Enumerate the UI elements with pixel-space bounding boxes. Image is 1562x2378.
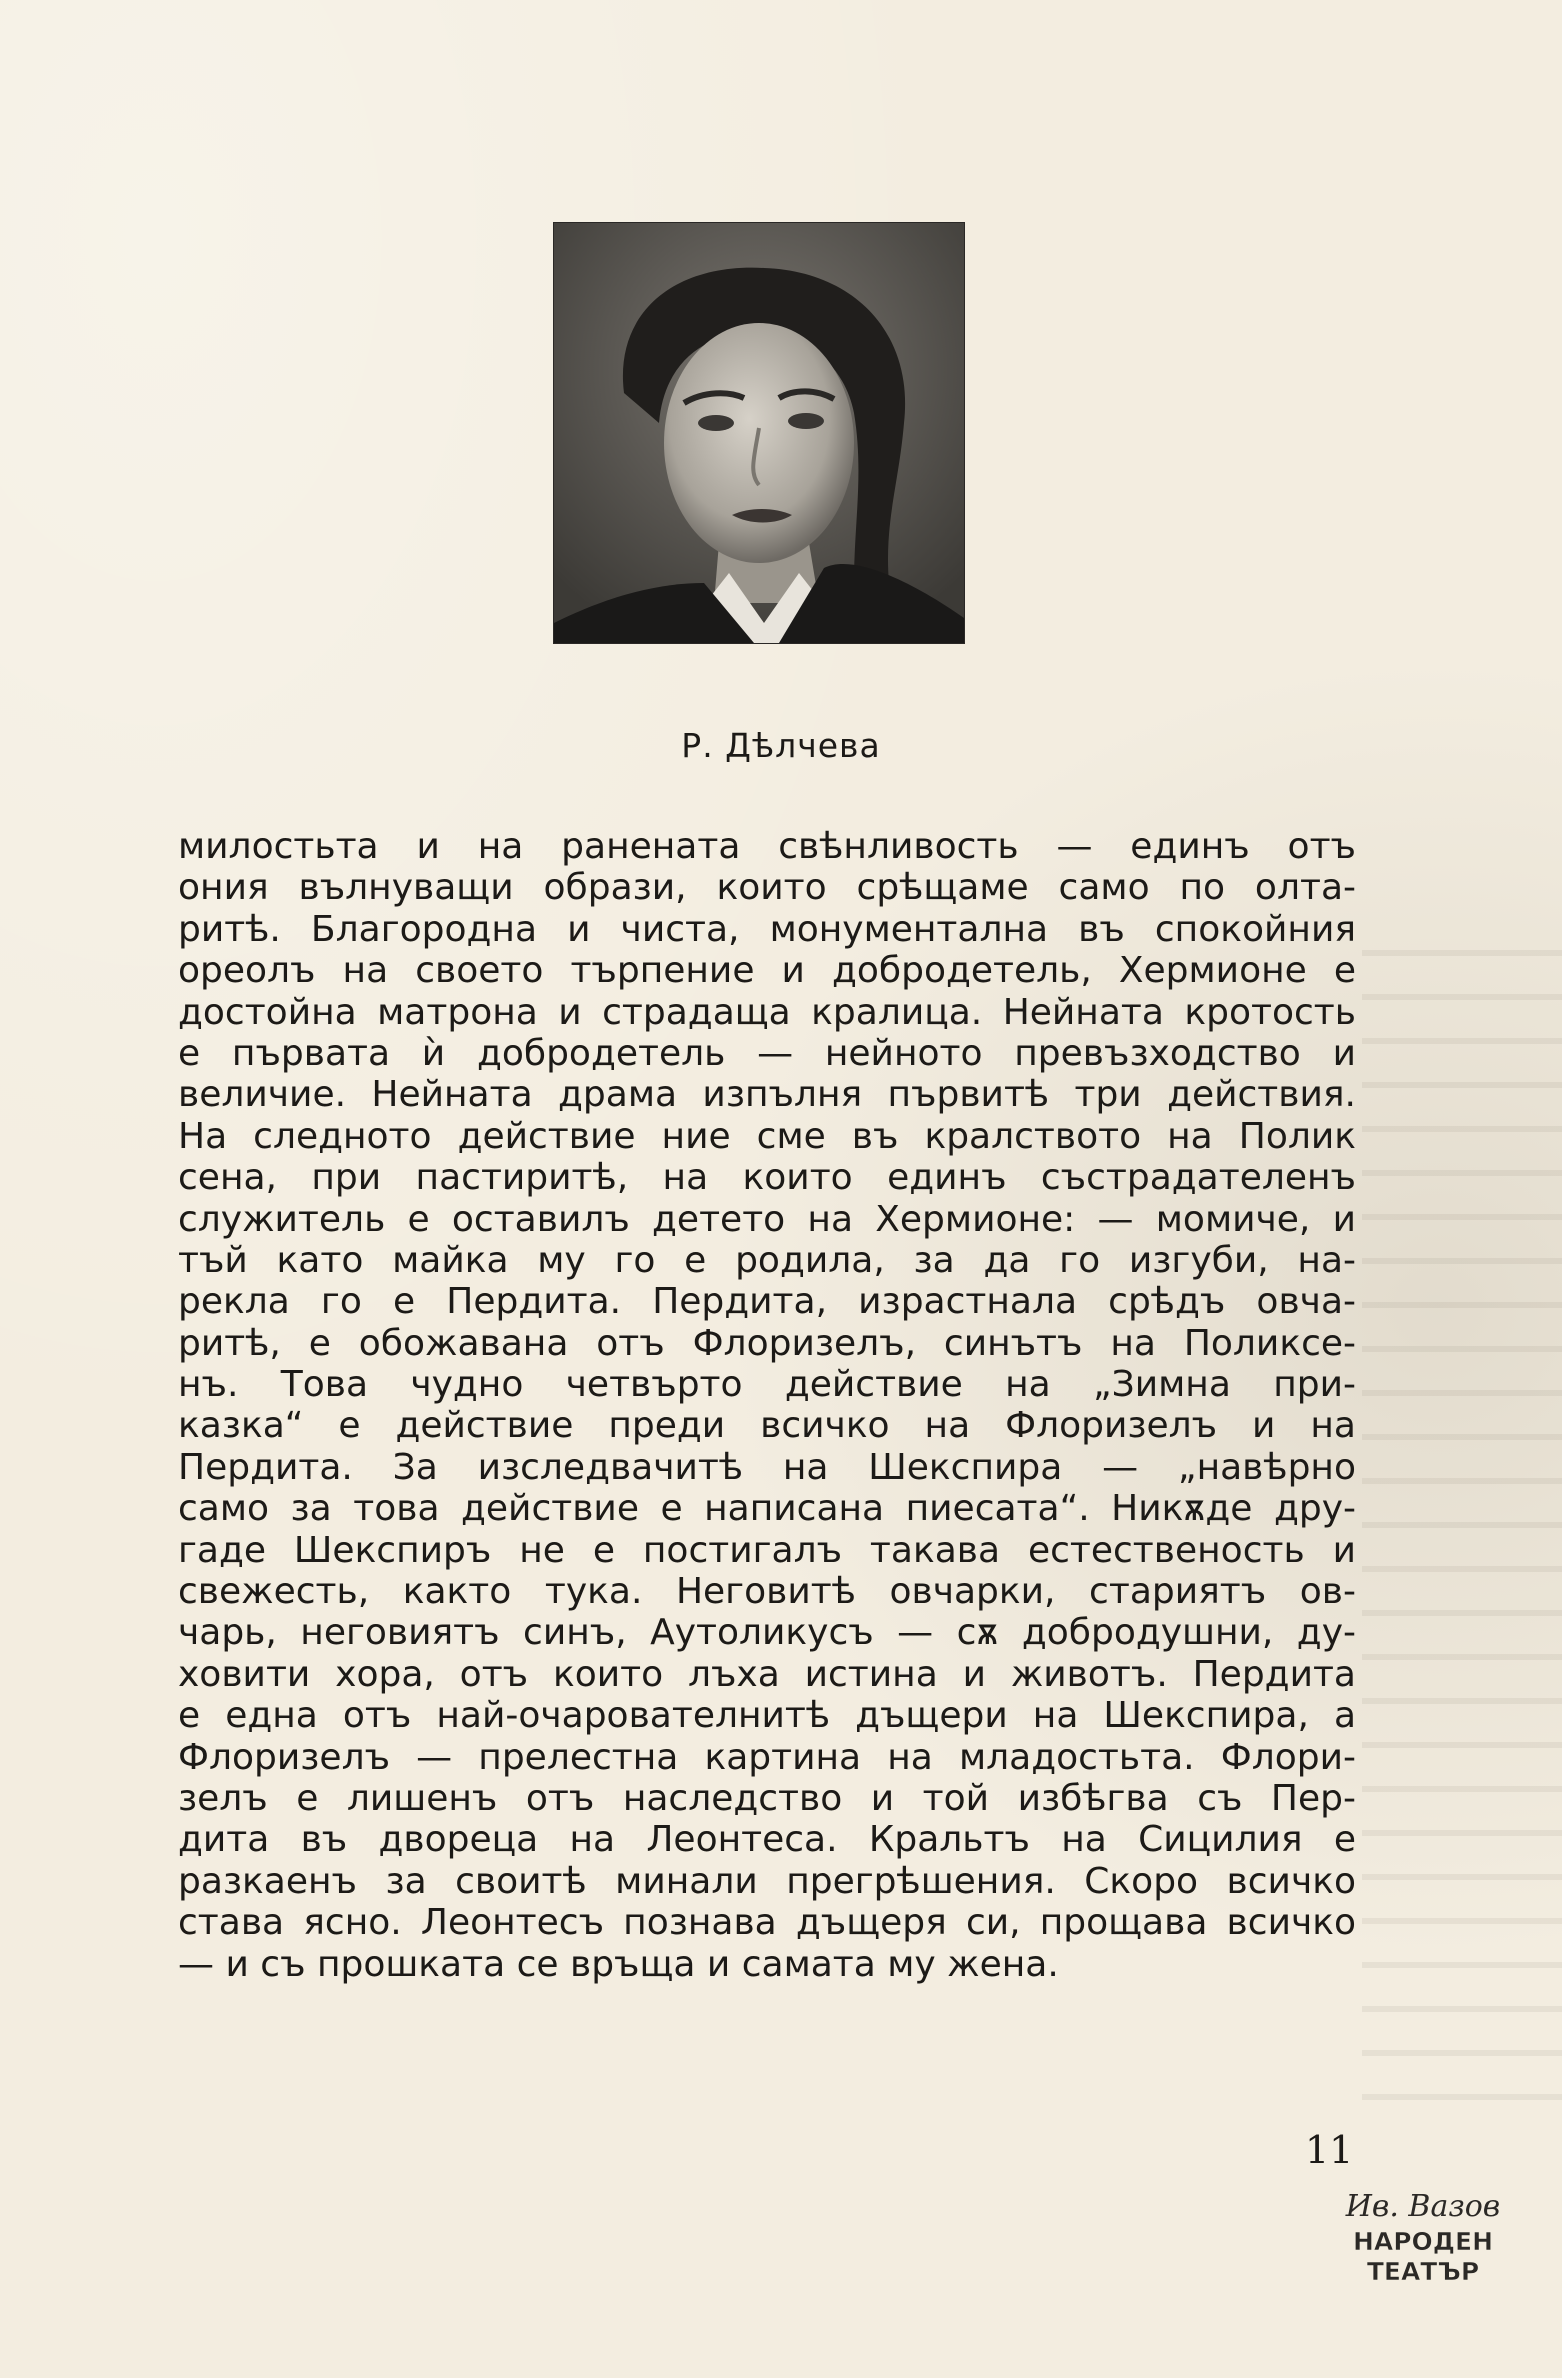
text-line: рекла го е Пердита. Пердита, израстнала срѣдъ овча- bbox=[178, 1281, 1356, 1323]
text-line: ховити хора, отъ които лъха истина и животъ. Пердита bbox=[178, 1653, 1356, 1695]
text-line: ония вълнуващи образи, които срѣщаме само по олта- bbox=[178, 867, 1356, 909]
text-line: величие. Нейната драма изпълня първитѣ три действия. bbox=[178, 1074, 1356, 1116]
text-line: дита въ двореца на Леонтеса. Кральтъ на Сицилия е bbox=[178, 1819, 1356, 1861]
stamp-line-2: ТЕАТЪР bbox=[1366, 2257, 1480, 2286]
bleed-through-texture bbox=[1362, 950, 1562, 2100]
text-line: е първата ѝ добродетель — нейното превъзходство и bbox=[178, 1032, 1356, 1074]
text-line: Пердита. За изследвачитѣ на Шекспира — „навѣрно bbox=[178, 1446, 1356, 1488]
text-line: ореолъ на своето търпение и добродетель, Хермионе е bbox=[178, 950, 1356, 992]
text-line: казка“ е действие преди всичко на Флоризелъ и на bbox=[178, 1405, 1356, 1447]
text-line: ритѣ, е обожавана отъ Флоризелъ, синътъ на Поликсе- bbox=[178, 1322, 1356, 1364]
text-line: разкаенъ за своитѣ минали прегрѣшения. Скоро всичко bbox=[178, 1860, 1356, 1902]
text-line: тъй като майка му го е родила, за да го изгуби, на- bbox=[178, 1239, 1356, 1281]
text-line: сена, при пастиритѣ, на които единъ състрадателенъ bbox=[178, 1157, 1356, 1199]
body-text bbox=[178, 826, 1356, 1985]
text-line: нъ. Това чудно четвърто действие на „Зимна при- bbox=[178, 1364, 1356, 1406]
portrait-photo bbox=[553, 222, 965, 644]
portrait-illustration bbox=[554, 223, 964, 643]
text-line: гаде Шекспиръ не е постигалъ такава естественость и bbox=[178, 1529, 1356, 1571]
text-line: милостьта и на ранената свѣнливость — единъ отъ bbox=[178, 826, 1356, 867]
portrait-caption: Р. Дѣлчева bbox=[681, 726, 881, 765]
text-line: само за това действие е написана пиесата“. Никѫде дру- bbox=[178, 1488, 1356, 1530]
text-line: зелъ е лишенъ отъ наследство и той избѣгва съ Пер- bbox=[178, 1777, 1356, 1819]
text-line: е една отъ най-очарователнитѣ дъщери на Шекспира, а bbox=[178, 1695, 1356, 1737]
text-line: — и съ прошката се връща и самата му жена. bbox=[178, 1943, 1059, 1985]
text-line: служитель е оставилъ детето на Хермионе: — момиче, и bbox=[178, 1198, 1356, 1240]
text-line: свежесть, както тука. Неговитѣ овчарки, стариятъ ов- bbox=[178, 1571, 1356, 1613]
text-line: достойна матрона и страдаща кралица. Нейната кротость bbox=[178, 991, 1356, 1033]
text-line: чарь, неговиятъ синъ, Аутоликусъ — сѫ добродушни, ду- bbox=[178, 1612, 1356, 1654]
text-line: Флоризелъ — прелестна картина на младостьта. Флори- bbox=[178, 1736, 1356, 1778]
text-line: На следното действие ние сме въ кралството на Полик bbox=[178, 1115, 1356, 1157]
stamp-signature: Ив. Вазов bbox=[1345, 2189, 1501, 2224]
page-number: 11 bbox=[1305, 2128, 1354, 2172]
stamp-line-1: НАРОДЕН bbox=[1352, 2227, 1494, 2256]
text-line: ритѣ. Благородна и чиста, монументална въ спокойния bbox=[178, 908, 1356, 950]
theatre-stamp bbox=[1338, 2178, 1508, 2293]
text-line: става ясно. Леонтесъ познава дъщеря си, прощава всичко bbox=[178, 1902, 1356, 1944]
